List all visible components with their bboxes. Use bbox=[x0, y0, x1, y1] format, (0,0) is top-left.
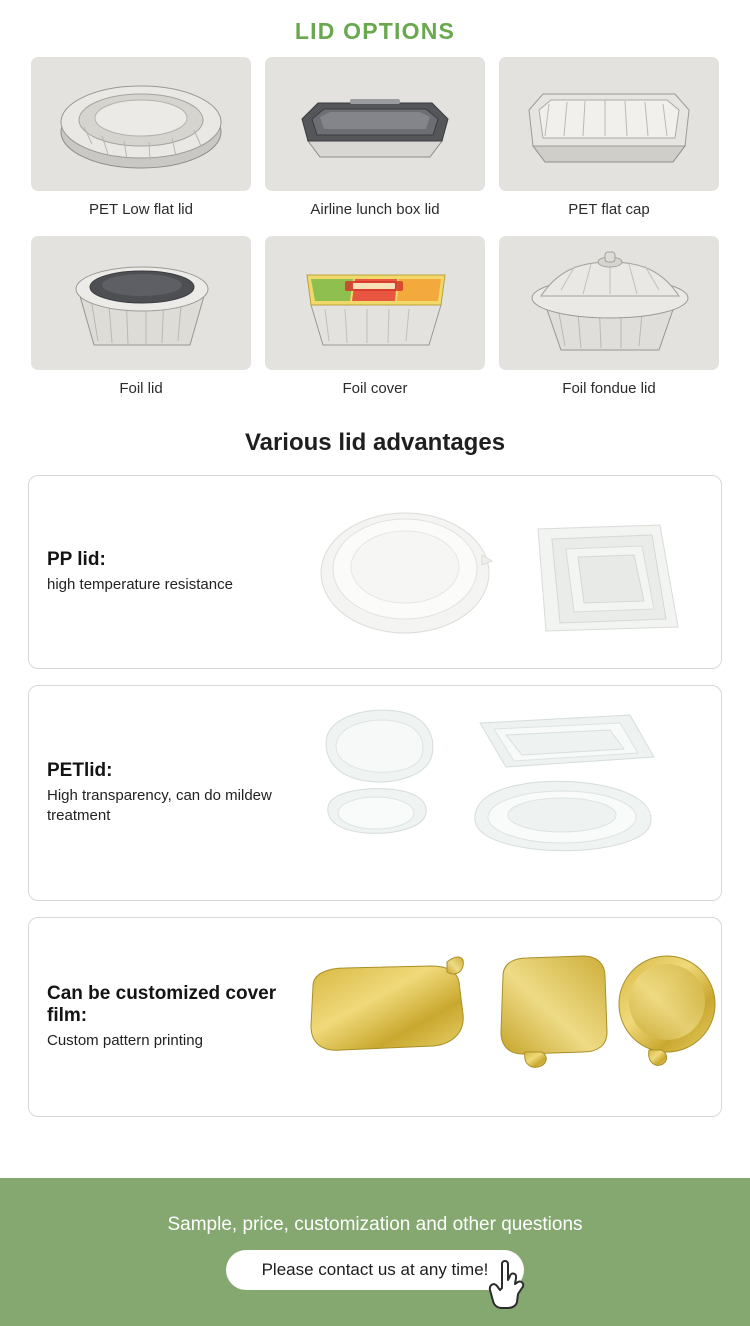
lid-option-thumbnail bbox=[31, 236, 251, 370]
footer-button-wrap bbox=[226, 1250, 525, 1290]
lid-option-card[interactable] bbox=[265, 236, 485, 409]
pet-lid-photo-icon bbox=[300, 701, 700, 886]
lid-option-card[interactable] bbox=[31, 236, 251, 409]
lid-option-card[interactable] bbox=[31, 57, 251, 230]
lid-option-card[interactable] bbox=[265, 57, 485, 230]
foil-lid-icon bbox=[54, 249, 229, 357]
advantages-section-title: Various lid advantages bbox=[244, 429, 506, 456]
lid-option-label: PET flat cap bbox=[568, 201, 650, 218]
lid-option-label: Foil fondue lid bbox=[562, 380, 656, 397]
advantage-card-pet-lid bbox=[28, 685, 722, 901]
lid-option-label: Foil lid bbox=[119, 380, 163, 397]
round-pet-low-flat-lid-icon bbox=[54, 72, 229, 177]
lid-option-thumbnail bbox=[499, 57, 719, 191]
pp-lid-photo-icon bbox=[300, 495, 700, 650]
advantage-card-media bbox=[297, 701, 703, 886]
lid-option-label: PET Low flat lid bbox=[89, 201, 193, 218]
lid-option-thumbnail bbox=[499, 236, 719, 370]
advantage-card-subtitle: high temperature resistance bbox=[47, 575, 233, 593]
advantage-card-text bbox=[47, 983, 297, 1051]
advantage-card-media bbox=[297, 495, 703, 650]
advantage-card-pp-lid bbox=[28, 475, 722, 669]
advantage-card-subtitle: Custom pattern printing bbox=[47, 1031, 203, 1049]
foil-cover-icon bbox=[293, 253, 458, 353]
advantage-card-text bbox=[47, 760, 297, 827]
lid-option-label: Foil cover bbox=[342, 380, 408, 397]
lid-option-thumbnail bbox=[31, 57, 251, 191]
pet-flat-cap-icon bbox=[519, 76, 699, 172]
advantage-card-text bbox=[47, 549, 297, 595]
lid-option-thumbnail bbox=[265, 57, 485, 191]
advantage-card-title: PETlid: bbox=[47, 759, 113, 781]
advantage-card-subtitle: High transparency, can do mildew treatment bbox=[47, 786, 272, 824]
advantage-card-title: Can be customized cover film: bbox=[47, 982, 277, 1026]
lid-option-label: Airline lunch box lid bbox=[310, 201, 440, 218]
lid-option-card[interactable] bbox=[499, 57, 719, 230]
contact-us-button[interactable]: Please contact us at any time! bbox=[226, 1250, 525, 1290]
page-title: LID OPTIONS bbox=[294, 18, 456, 44]
foil-fondue-lid-icon bbox=[517, 246, 702, 361]
footer-contact-bar bbox=[0, 1178, 750, 1326]
advantage-card-cover-film bbox=[28, 917, 722, 1117]
airline-lunch-box-lid-icon bbox=[290, 79, 460, 169]
footer-message: Sample, price, customization and other questions bbox=[167, 1214, 583, 1235]
lid-options-grid bbox=[0, 57, 750, 409]
advantage-card-title: PP lid: bbox=[47, 548, 106, 570]
lid-option-thumbnail bbox=[265, 236, 485, 370]
lid-option-card[interactable] bbox=[499, 236, 719, 409]
advantage-card-media bbox=[297, 940, 717, 1095]
gold-cover-film-photo-icon bbox=[297, 940, 717, 1095]
